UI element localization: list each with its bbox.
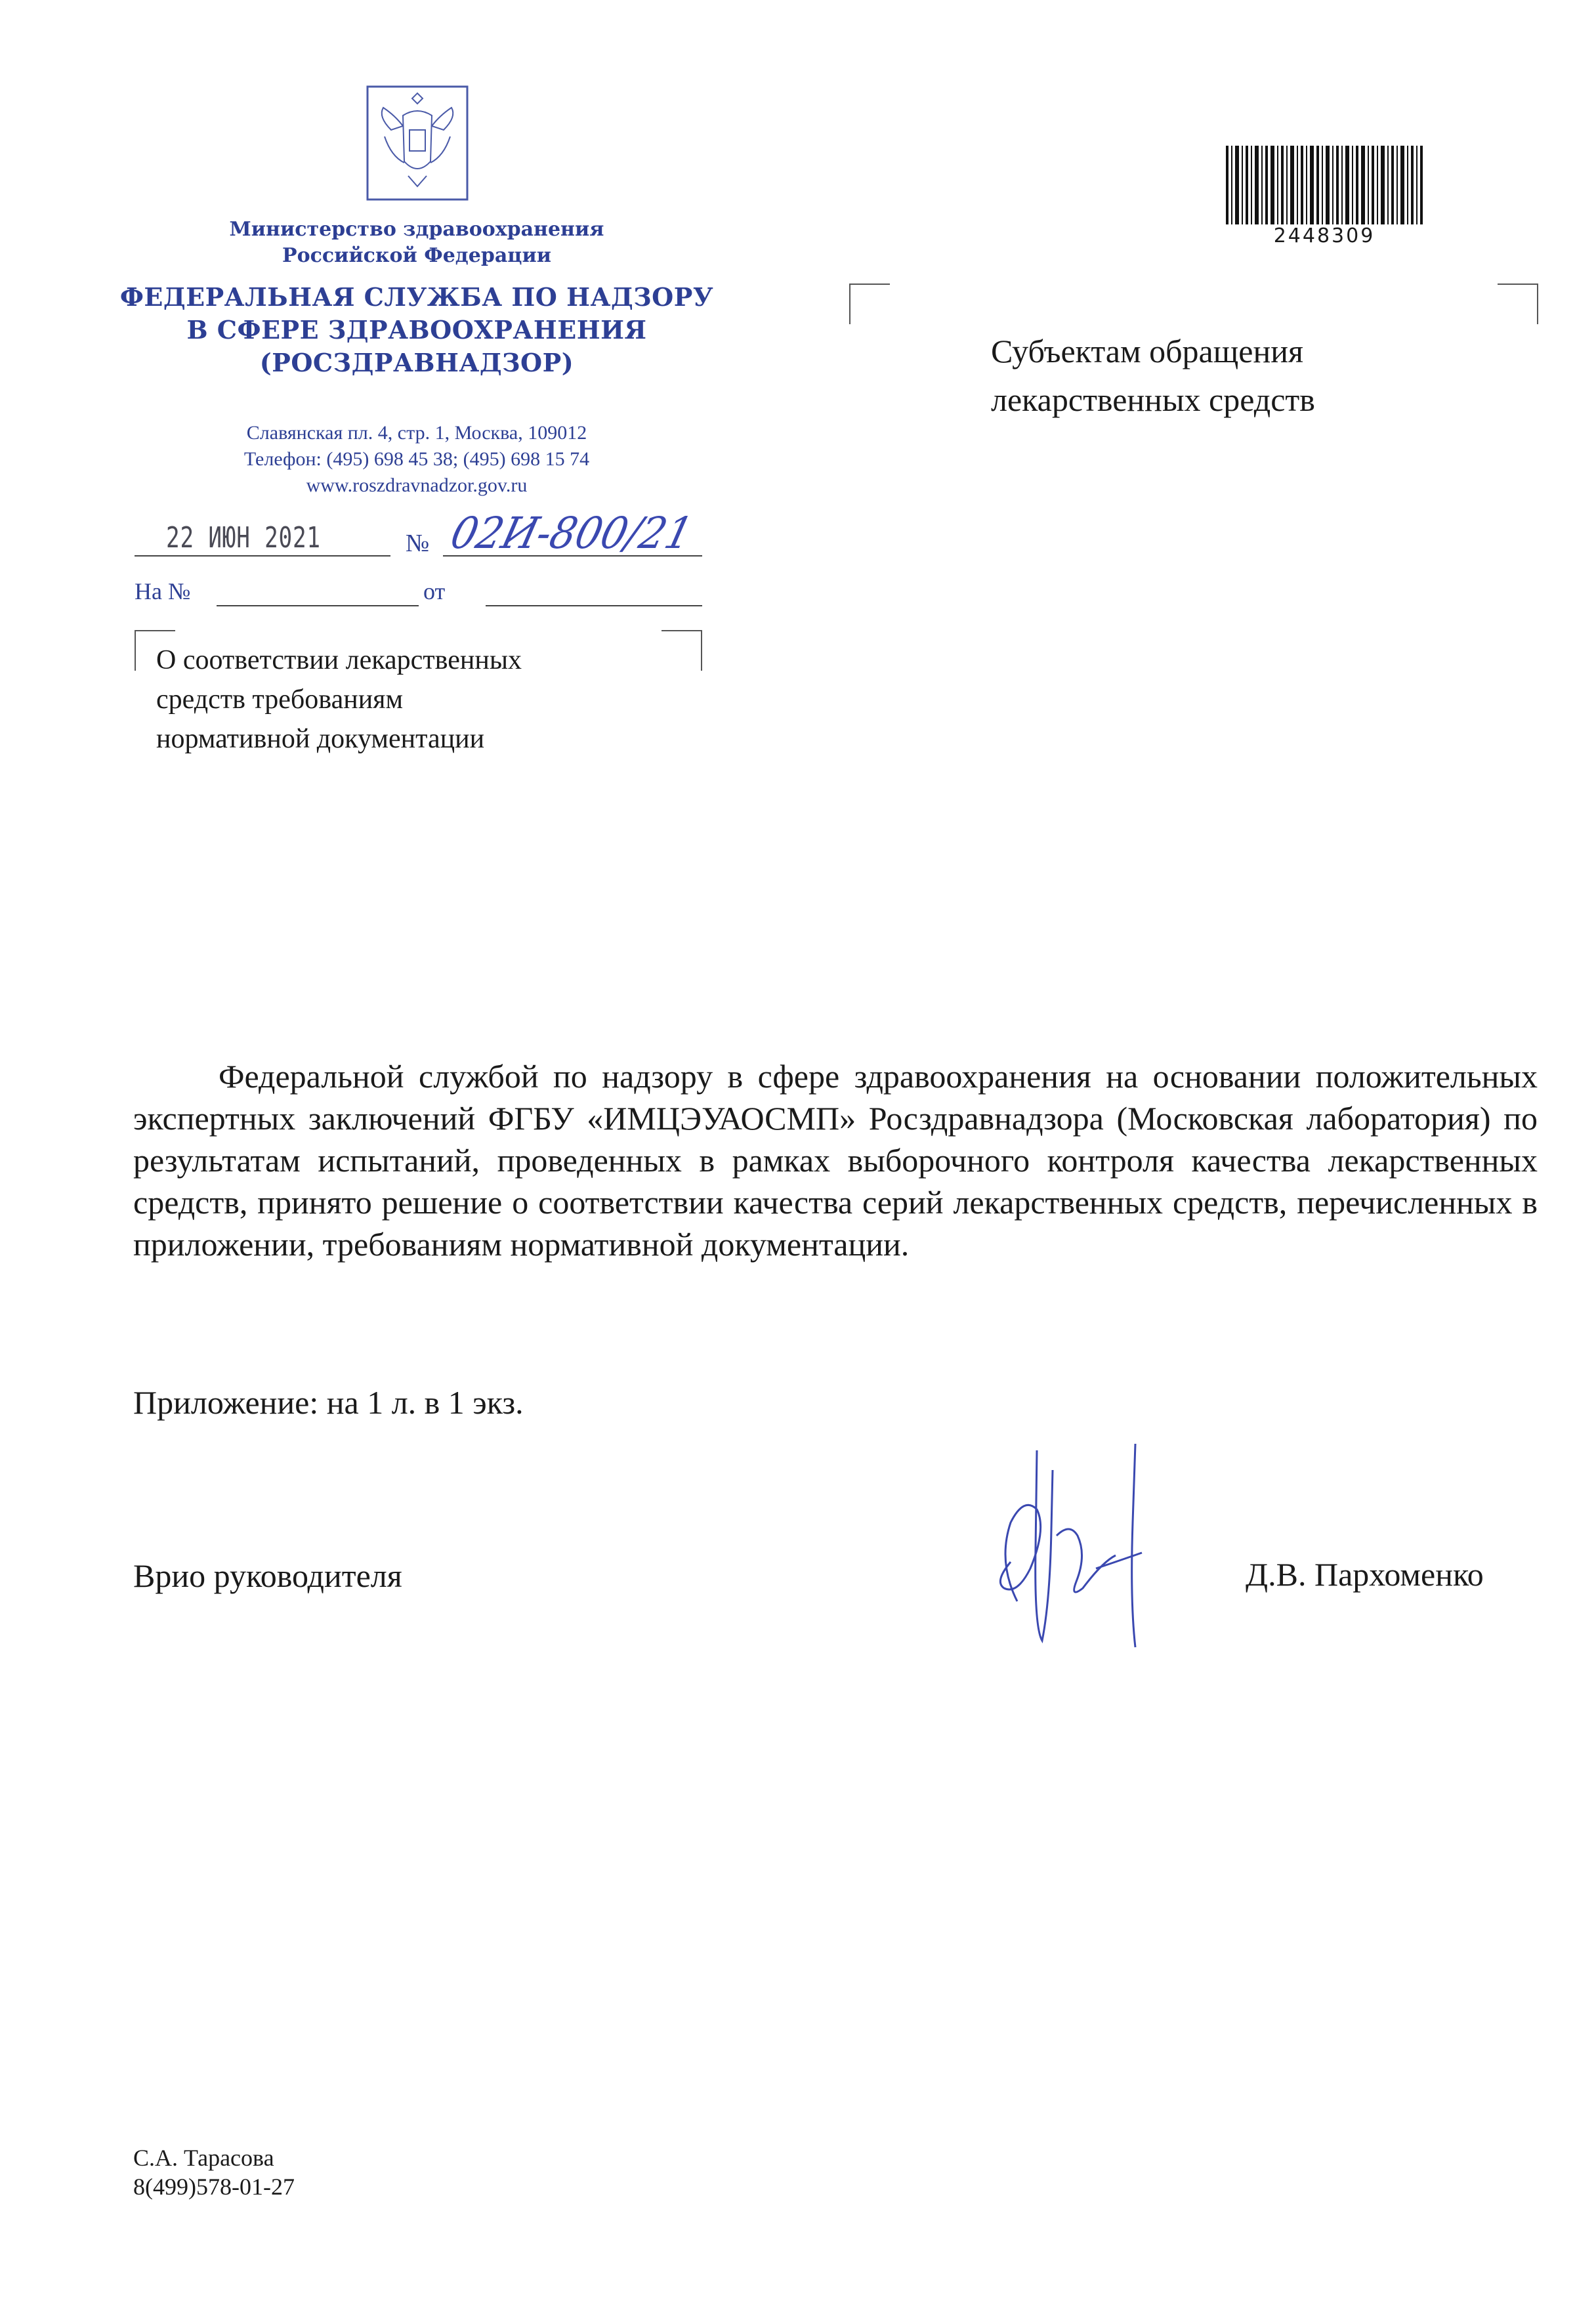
contacts (131, 420, 702, 499)
subject-corner-right (662, 630, 702, 671)
address: Славянская пл. 4, стр. 1, Москва, 109012 (246, 422, 587, 444)
from-label: от (423, 578, 446, 604)
executor-name: С.А. Тарасова (133, 2145, 274, 2171)
ministry-name (131, 217, 702, 269)
executor-phone: 8(499)578-01-27 (133, 2174, 295, 2200)
subject-line3: нормативной документации (156, 724, 485, 754)
addressee-line2: лекарственных средств (991, 381, 1315, 418)
reply-to-line (217, 605, 419, 606)
addressee (991, 327, 1315, 424)
subject-line2: средств требованиям (156, 684, 404, 715)
service-line3: (РОСЗДРАВНАДЗОР) (259, 348, 574, 377)
reply-to-label: На № (135, 578, 191, 604)
from-line (486, 605, 702, 606)
registration-number-field (443, 508, 702, 558)
service-name (98, 281, 735, 379)
ministry-line1: Министерство здравоохранения (229, 218, 604, 241)
service-line2: В СФЕРЕ ЗДРАВООХРАНЕНИЯ (186, 315, 647, 345)
registration-date-field (135, 517, 390, 557)
coat-of-arms-icon (365, 84, 470, 202)
handwritten-number: 02И-800/21 (446, 508, 698, 558)
date-stamp: 22 ИЮН 2021 (166, 521, 321, 555)
addressee-line1: Субъектам обращения (991, 333, 1303, 369)
website: www.roszdravnadzor.gov.ru (306, 474, 528, 496)
subject-line1: О соответствии лекарственных (156, 645, 522, 675)
signer-name: Д.В. Пархоменко (1246, 1556, 1484, 1593)
addressee-corner-left (849, 284, 890, 324)
addressee-corner-right (1498, 284, 1538, 324)
executor (133, 2143, 295, 2201)
barcode-number: 2448309 (1273, 224, 1376, 247)
appendix-note: Приложение: на 1 л. в 1 экз. (133, 1384, 524, 1421)
service-line1: ФЕДЕРАЛЬНАЯ СЛУЖБА ПО НАДЗОРУ (119, 282, 714, 312)
subject (156, 641, 655, 759)
barcode (1226, 146, 1423, 224)
body-paragraph: Федеральной службой по надзору в сфере здравоохранения на основании положительных экспертных заключений ФГБУ «ИМЦЭУАОСМП» Росздравнадзора (Московская лаборатория) по результатам испытаний, проведенных в рамках выборочного контроля качества лекарственных средств, принято решение о соответствии качества серий лекарственных средств, перечисленных в приложении, требованиям нормативной документации. (133, 1058, 1538, 1263)
ministry-line2: Российской Федерации (282, 244, 551, 267)
phone: Телефон: (495) 698 45 38; (495) 698 15 74 (243, 448, 590, 470)
signer-position: Врио руководителя (133, 1557, 402, 1594)
handwritten-signature (938, 1431, 1175, 1667)
number-label: № (406, 530, 430, 557)
letter-body (133, 1055, 1538, 1265)
